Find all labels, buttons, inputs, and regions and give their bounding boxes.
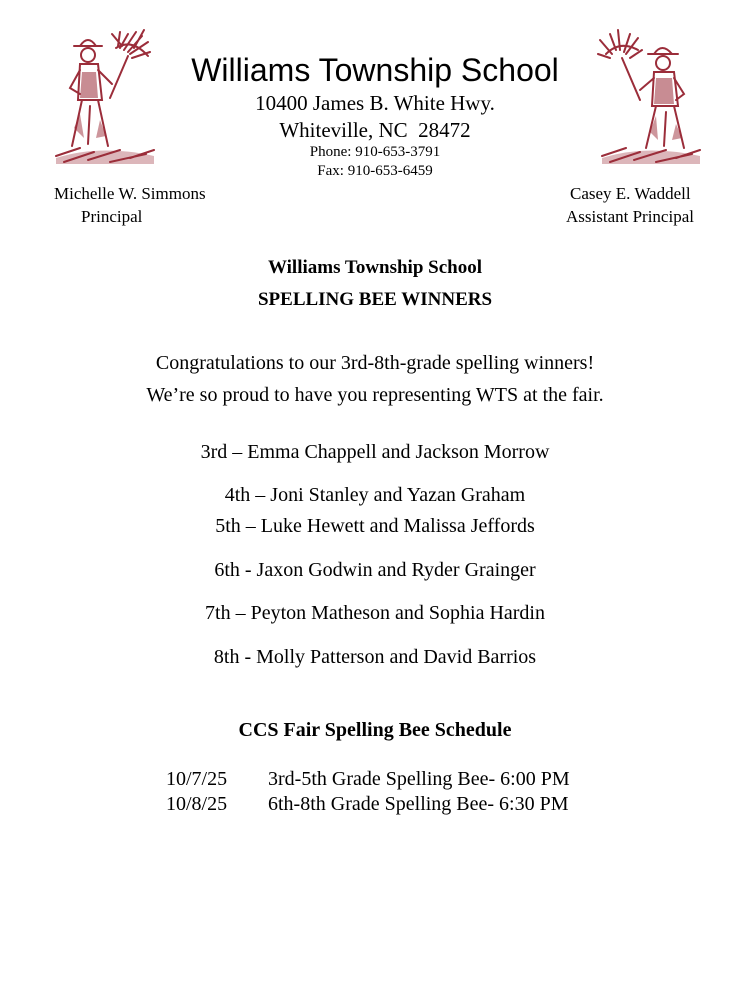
schedule-title: CCS Fair Spelling Bee Schedule (238, 719, 512, 741)
principal-block (54, 182, 206, 228)
representing-message: We’re so proud to have you representing WTS at the fair. (146, 384, 604, 406)
schedule-event: 6th-8th Grade Spelling Bee- 6:30 PM (268, 793, 569, 815)
announcement-heading-school: Williams Township School (267, 257, 483, 278)
schedule-date: 10/8/25 (166, 793, 228, 815)
announcement-heading-winners: SPELLING BEE WINNERS (257, 289, 493, 310)
schedule-event: 3rd-5th Grade Spelling Bee- 6:00 PM (268, 768, 570, 790)
address-line-2: Whiteville, NC 28472 (279, 118, 471, 142)
winner-line-8th: 8th - Molly Patterson and David Barrios (213, 646, 537, 668)
schedule-date: 10/7/25 (166, 768, 228, 790)
congratulations-message: Congratulations to our 3rd-8th-grade spelling winners! (155, 352, 595, 374)
schedule-row (166, 768, 570, 791)
winner-line-5th: 5th – Luke Hewett and Malissa Jeffords (215, 515, 535, 537)
winner-line-6th: 6th - Jaxon Godwin and Ryder Grainger (214, 559, 536, 581)
schedule-row (166, 793, 569, 816)
winner-line-4th: 4th – Joni Stanley and Yazan Graham (224, 484, 526, 506)
fax-number: Fax: 910-653-6459 (317, 163, 433, 179)
phone-number: Phone: 910-653-3791 (309, 144, 441, 160)
address-line-1: 10400 James B. White Hwy. (255, 91, 495, 115)
assistant-principal-block (566, 182, 694, 228)
principal-name: Michelle W. Simmons (54, 184, 206, 203)
winner-line-3rd: 3rd – Emma Chappell and Jackson Morrow (200, 441, 550, 463)
principal-title: Principal (81, 207, 143, 226)
winner-line-7th: 7th – Peyton Matheson and Sophia Hardin (205, 602, 545, 624)
assistant-principal-title: Assistant Principal (566, 207, 694, 226)
assistant-principal-name: Casey E. Waddell (570, 184, 691, 203)
school-name: Williams Township School (191, 52, 559, 88)
